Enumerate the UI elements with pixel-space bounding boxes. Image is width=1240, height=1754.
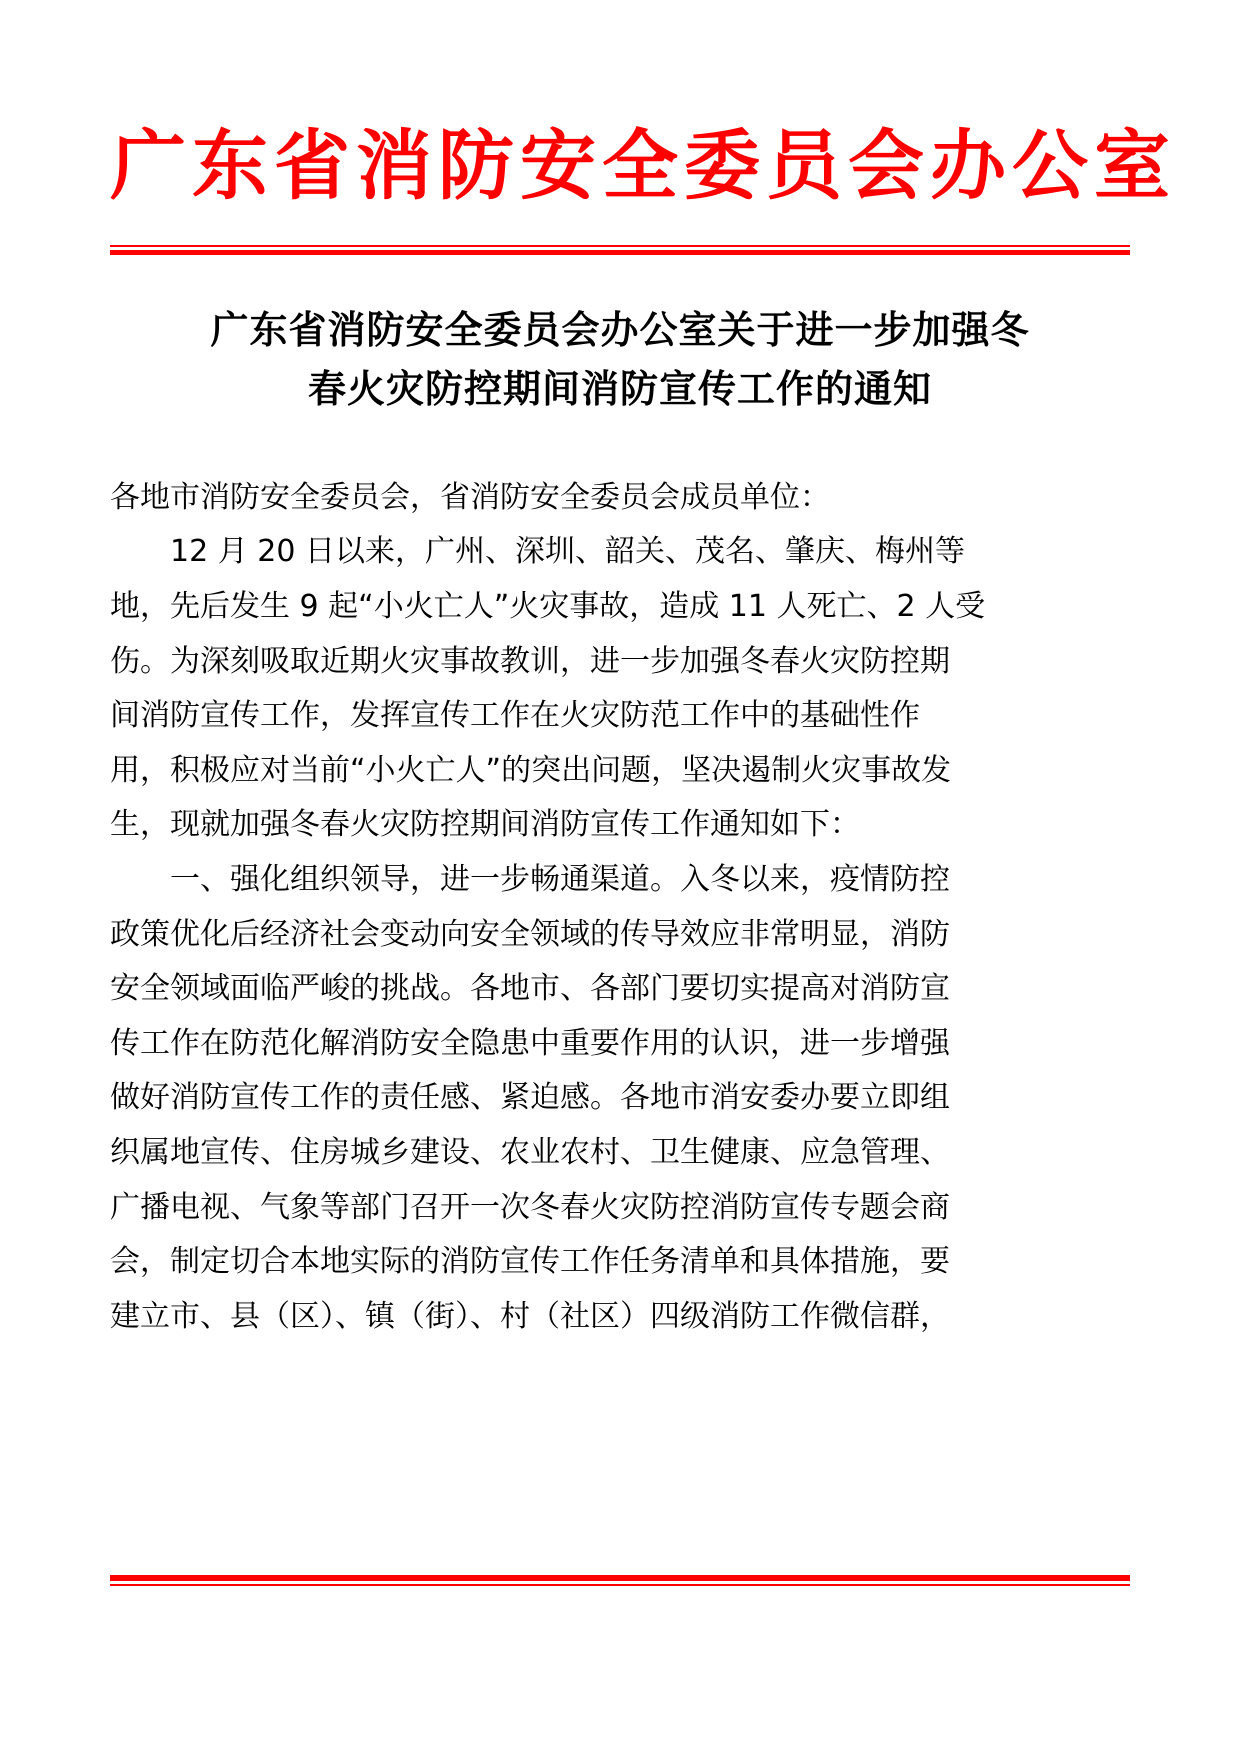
document-body [110,471,1130,1345]
intro-line-5: 用，积极应对当前“小火亡人”的突出问题，坚决遏制火灾事故发 [110,752,952,788]
intro-line-2: 地，先后发生 9 起“小火亡人”火灾事故，造成 11 人死亡、2 人受 [110,588,986,624]
section-one-line-8: 会，制定切合本地实际的消防宣传工作任务清单和具体措施，要 [110,1244,950,1280]
footer-divider-thin-line [110,1584,1130,1586]
section-one-line-5: 做好消防宣传工作的责任感、紧迫感。各地市消安委办要立即组 [110,1080,950,1116]
section-one-line-2: 政策优化后经济社会变动向安全领域的传导效应非常明显，消防 [110,916,950,952]
document-title [110,301,1130,419]
document-title-line-1: 广东省消防安全委员会办公室关于进一步加强冬 [210,308,1030,352]
section-one-line-9: 建立市、县（区）、镇（街）、村（社区）四级消防工作微信群， [110,1298,950,1334]
section-one-line-4: 传工作在防范化解消防安全隐患中重要作用的认识，进一步增强 [110,1025,950,1061]
intro-line-6: 生，现就加强冬春火灾防控期间消防宣传工作通知如下： [110,807,860,843]
intro-line-1: 12 月 20 日以来，广州、深圳、韶关、茂名、肇庆、梅州等 [110,534,965,570]
header-divider-thick-line [110,250,1130,255]
header-red-divider [110,245,1130,255]
intro-line-3: 伤。为深刻吸取近期火灾事故教训，进一步加强冬春火灾防控期 [110,643,950,679]
issuing-organization-title: 广东省消防安全委员会办公室 [110,121,1176,210]
document-title-line-2: 春火灾防控期间消防宣传工作的通知 [307,366,932,411]
section-one-line-7: 广播电视、气象等部门召开一次冬春火灾防控消防宣传专题会商 [110,1189,950,1225]
section-one-line-1: 一、强化组织领导，进一步畅通渠道。入冬以来，疫情防控 [110,861,950,897]
section-one-line-6: 织属地宣传、住房城乡建设、农业农村、卫生健康、应急管理、 [110,1134,950,1170]
salutation-line: 各地市消防安全委员会，省消防安全委员会成员单位： [110,479,830,515]
footer-red-divider [110,1575,1130,1586]
intro-line-4: 间消防宣传工作，发挥宣传工作在火灾防范工作中的基础性作 [110,698,920,734]
masthead [110,0,1176,213]
section-one-line-3: 安全领域面临严峻的挑战。各地市、各部门要切实提高对消防宣 [110,971,950,1007]
